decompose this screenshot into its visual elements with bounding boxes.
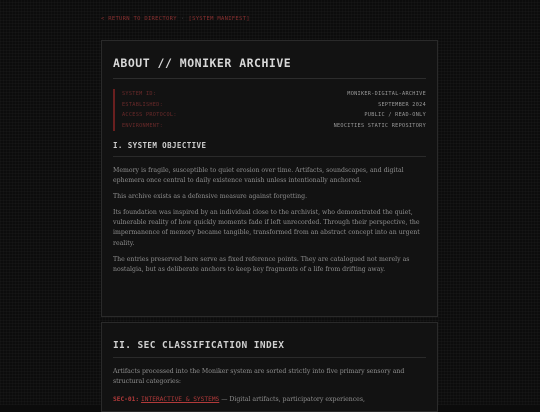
nav-separator: ·: [180, 16, 185, 22]
classification-intro: Artifacts processed into the Moniker system are sorted strictly into five primary sensory and structural categories:: [113, 368, 405, 386]
section-divider: [113, 156, 426, 157]
system-metadata-block: [113, 89, 426, 131]
meta-key: ACCESS PROTOCOL:: [122, 112, 177, 118]
meta-value: PUBLIC / READ-ONLY: [364, 112, 426, 118]
classification-panel: [101, 322, 438, 412]
meta-value: NEOCITIES STATIC REPOSITORY: [333, 122, 426, 129]
return-to-directory-link[interactable]: < RETURN TO DIRECTORY: [101, 16, 177, 22]
section-divider: [113, 357, 426, 358]
classification-entry-sec-01: [113, 395, 426, 405]
breadcrumb-nav: [101, 16, 250, 22]
about-panel: [101, 40, 438, 317]
title-divider: [113, 78, 426, 79]
meta-row-system-id: [122, 89, 426, 100]
meta-row-environment: [122, 121, 426, 132]
sec-category-link[interactable]: INTERACTIVE & SYSTEMS: [141, 395, 220, 403]
meta-value: MONIKER-DIGITAL-ARCHIVE: [347, 91, 426, 97]
objective-paragraph: This archive exists as a defensive measure against forgetting.: [113, 192, 308, 200]
objective-paragraph: The entries preserved here serve as fixed reference points. They are catalogued not merely as nostalgia, but as deliberate anchors to keep key fragments of a life from drifting away.: [113, 256, 410, 274]
objective-paragraph: Memory is fragile, susceptible to quiet erosion over time. Artifacts, soundscapes, and digital ephemera once central to daily existence vanish unless intentionally anchored.: [113, 167, 404, 185]
meta-row-established: [122, 100, 426, 111]
page-title: ABOUT // MONIKER ARCHIVE: [113, 56, 292, 70]
meta-key: ENVIRONMENT:: [122, 122, 164, 129]
system-manifest-link[interactable]: [SYSTEM MANIFEST]: [188, 16, 250, 22]
meta-row-access-protocol: [122, 110, 426, 121]
meta-key: ESTABLISHED:: [122, 101, 164, 108]
objective-paragraph: Its foundation was inspired by an individual close to the archivist, who demonstrated the quiet, vulnerable reality of how quickly moments fade if left unrecorded. Through their perspective, the impermanence of memory became tangible, transformed from an abstract concept into an urgent reality.: [113, 208, 420, 247]
section-heading-classification-index: II. SEC CLASSIFICATION INDEX: [113, 340, 285, 351]
meta-value: SEPTEMBER 2024: [378, 101, 426, 108]
sec-description: — Digital artifacts, participatory experiences,: [219, 395, 365, 403]
section-heading-system-objective: I. SYSTEM OBJECTIVE: [113, 141, 207, 150]
meta-key: SYSTEM ID:: [122, 91, 157, 97]
sec-code: SEC-01:: [113, 395, 140, 403]
